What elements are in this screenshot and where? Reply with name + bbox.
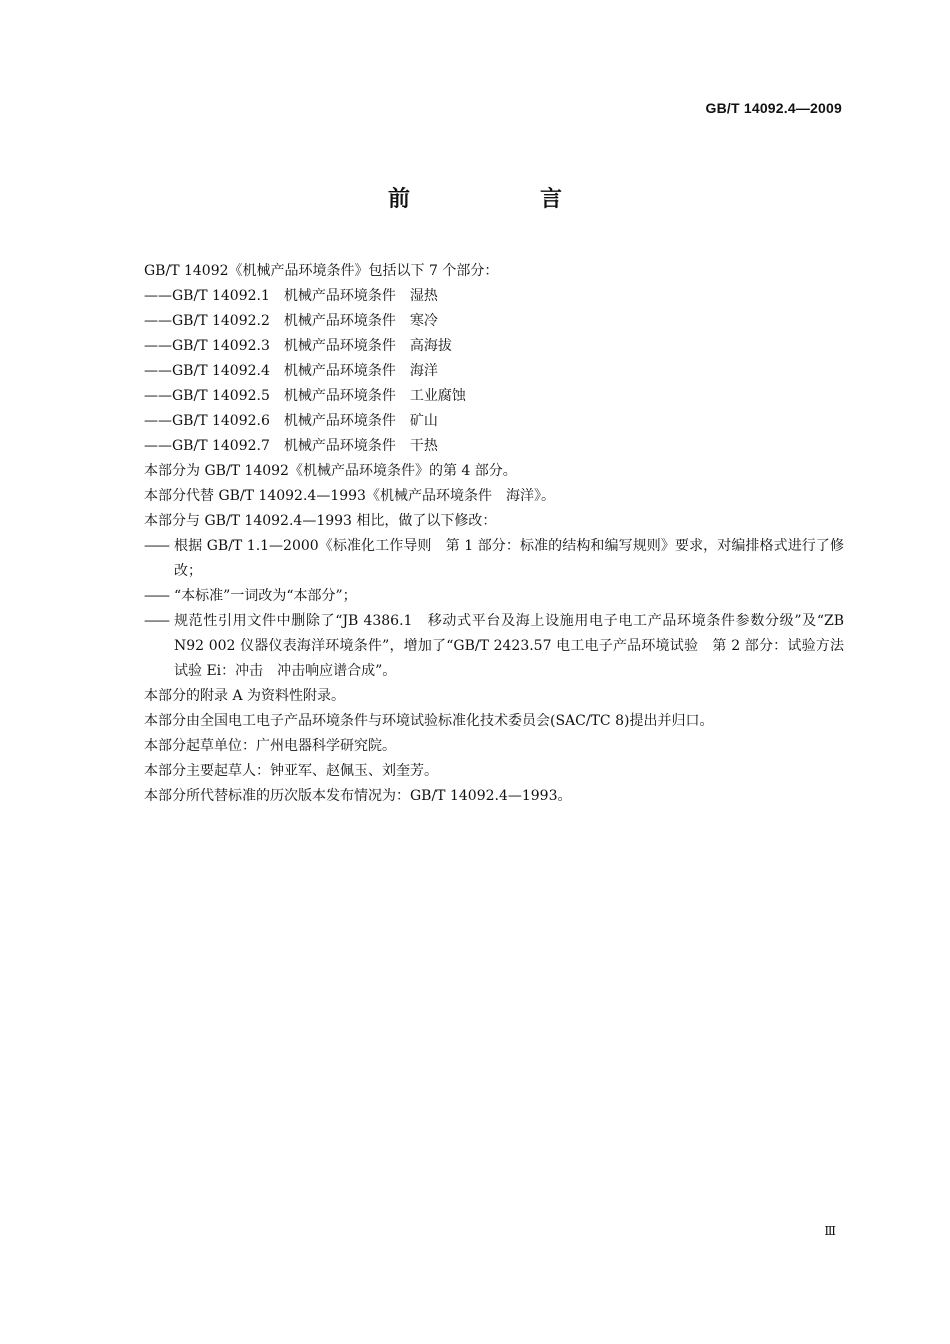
part-name: 机械产品环境条件 xyxy=(283,363,396,379)
list-item xyxy=(144,609,858,684)
list-item xyxy=(144,309,844,334)
part-sub: 工业腐蚀 xyxy=(409,388,466,404)
dash-mark: —— xyxy=(144,288,172,304)
part-code: GB/T 14092.4 xyxy=(172,363,270,379)
proposed-paragraph: 本部分由全国电工电子产品环境条件与环境试验标准化技术委员会(SAC/TC 8)提出并归口。 xyxy=(144,713,714,729)
dash-mark: —— xyxy=(144,313,172,329)
part-name: 机械产品环境条件 xyxy=(283,288,396,304)
standard-code-header: GB/T 14092.4—2009 xyxy=(705,100,842,116)
list-item xyxy=(144,334,844,359)
dash-mark: —— xyxy=(144,338,172,354)
foreword-body xyxy=(144,259,858,809)
part-code: GB/T 14092.6 xyxy=(172,413,270,429)
part-code: GB/T 14092.5 xyxy=(172,388,270,404)
page-title: 前 言 xyxy=(387,187,616,212)
part-name: 机械产品环境条件 xyxy=(283,338,396,354)
part-sub: 寒冷 xyxy=(409,313,438,329)
intro-paragraph: GB/T 14092《机械产品环境条件》包括以下 7 个部分： xyxy=(144,263,499,279)
list-item xyxy=(144,359,844,384)
part-code: GB/T 14092.3 xyxy=(172,338,270,354)
part-code: GB/T 14092.2 xyxy=(172,313,270,329)
parts-list xyxy=(144,284,844,459)
page-number: Ⅲ xyxy=(824,1224,836,1238)
part-sub: 湿热 xyxy=(409,288,438,304)
part-sub: 高海拔 xyxy=(409,338,452,354)
change-text: 规范性引用文件中删除了“JB 4386.1 移动式平台及海上设施用电子电工产品环境条件参数分级”及“ZB N92 002 仪器仪表海洋环境条件”，增加了“GB/T 2423.57 电工电子产品环境试验 第 2 部分：试验方法 试验 Ei：冲击 冲击响应谱合成”。 xyxy=(174,613,858,679)
part-name: 机械产品环境条件 xyxy=(283,438,396,454)
appendix-paragraph: 本部分的附录 A 为资料性附录。 xyxy=(144,688,346,704)
part-code: GB/T 14092.7 xyxy=(172,438,270,454)
list-item xyxy=(144,284,844,309)
change-text: “本标准”一词改为“本部分”； xyxy=(174,588,357,604)
change-text: 根据 GB/T 1.1—2000《标准化工作导则 第 1 部分：标准的结构和编写规则》要求，对编排格式进行了修改； xyxy=(174,538,844,579)
part-sub: 干热 xyxy=(409,438,438,454)
list-item xyxy=(144,534,844,584)
replaces-paragraph: 本部分代替 GB/T 14092.4—1993《机械产品环境条件 海洋》。 xyxy=(144,488,555,504)
dash-mark: —— xyxy=(144,388,172,404)
dash-mark: —— xyxy=(144,363,172,379)
part-code: GB/T 14092.1 xyxy=(172,288,270,304)
dash-mark: —— xyxy=(144,413,172,429)
list-item xyxy=(144,584,844,609)
part-sub: 海洋 xyxy=(409,363,438,379)
dash-mark: —— xyxy=(144,438,172,454)
drafting-unit-paragraph: 本部分起草单位：广州电器科学研究院。 xyxy=(144,738,396,754)
part-sub: 矿山 xyxy=(409,413,438,429)
dash-mark: —— xyxy=(144,538,168,554)
dash-mark: —— xyxy=(144,613,168,629)
history-paragraph: 本部分所代替标准的历次版本发布情况为：GB/T 14092.4—1993。 xyxy=(144,788,572,804)
this-part-paragraph: 本部分为 GB/T 14092《机械产品环境条件》的第 4 部分。 xyxy=(144,463,517,479)
part-name: 机械产品环境条件 xyxy=(283,313,396,329)
list-item xyxy=(144,434,844,459)
part-name: 机械产品环境条件 xyxy=(283,388,396,404)
compared-paragraph: 本部分与 GB/T 14092.4—1993 相比，做了以下修改： xyxy=(144,513,497,529)
changes-list xyxy=(144,534,858,684)
list-item xyxy=(144,384,844,409)
part-name: 机械产品环境条件 xyxy=(283,413,396,429)
drafters-paragraph: 本部分主要起草人：钟亚军、赵佩玉、刘奎芳。 xyxy=(144,763,438,779)
list-item xyxy=(144,409,844,434)
dash-mark: —— xyxy=(144,588,168,604)
